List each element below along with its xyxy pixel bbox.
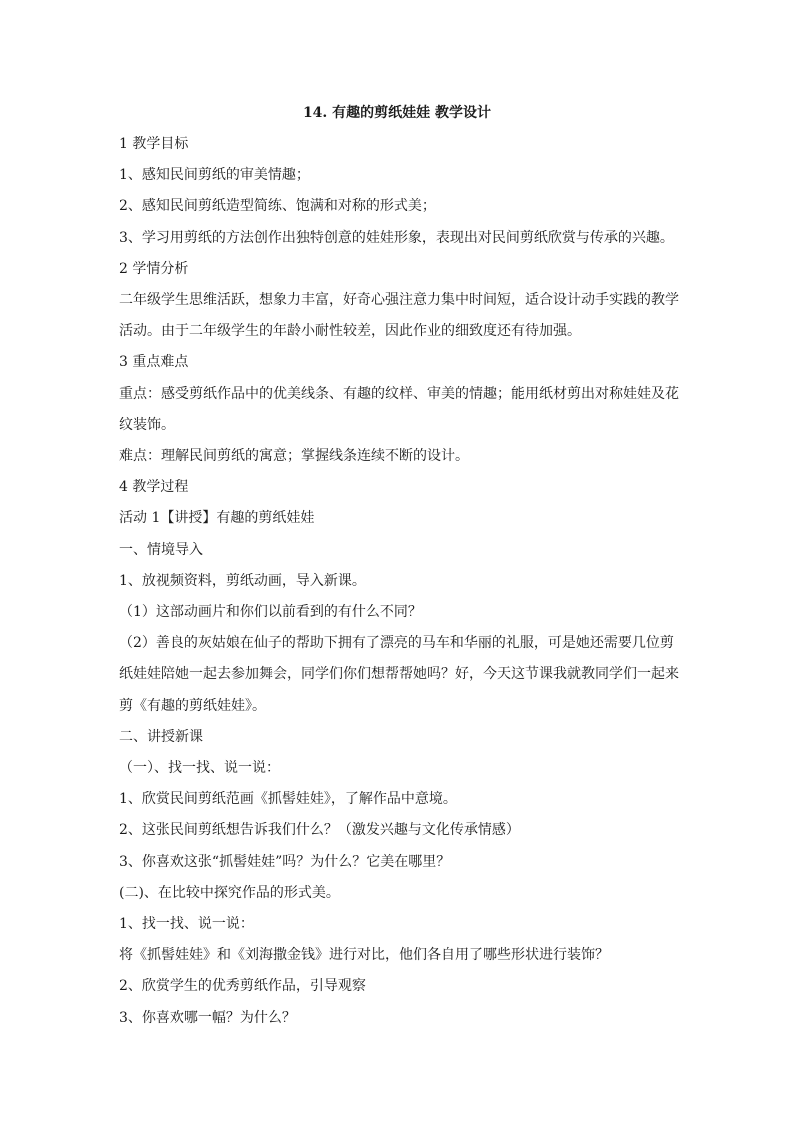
paragraph-line: 2、感知民间剪纸造型简练、饱满和对称的形式美； xyxy=(119,198,436,214)
paragraph-line: 一、情境导入 xyxy=(119,542,203,558)
paragraph-line: 3、学习用剪纸的方法创作出独特创意的娃娃形象，表现出对民间剪纸欣赏与传承的兴趣。 xyxy=(119,230,674,246)
paragraph-line: 3、你喜欢哪一幅？为什么？ xyxy=(119,1010,296,1026)
section-heading-key-points: 3 重点难点 xyxy=(119,354,189,370)
section-heading-process: 4 教学过程 xyxy=(119,479,189,495)
paragraph-line: （1）这部动画片和你们以前看到的有什么不同？ xyxy=(119,604,422,620)
paragraph-line: 1、放视频资料，剪纸动画，导入新课。 xyxy=(119,573,366,589)
paragraph-line: 1、欣赏民间剪纸范画《抓髻娃娃》，了解作品中意境。 xyxy=(119,791,457,807)
paragraph-line: （2）善良的灰姑娘在仙子的帮助下拥有了漂亮的马车和华丽的礼服，可是她还需要几位剪 xyxy=(119,635,674,651)
paragraph-line: 活动。由于二年级学生的年龄小耐性较差，因此作业的细致度还有待加强。 xyxy=(119,323,581,339)
paragraph-line: 重点：感受剪纸作品中的优美线条、有趣的纹样、审美的情趣；能用纸材剪出对称娃娃及花 xyxy=(119,386,679,402)
paragraph-line: 二年级学生思维活跃，想象力丰富，好奇心强注意力集中时间短，适合设计动手实践的教学 xyxy=(119,292,679,308)
section-heading-objectives: 1 教学目标 xyxy=(119,136,189,152)
paragraph-line: 难点：理解民间剪纸的寓意；掌握线条连续不断的设计。 xyxy=(119,448,469,464)
paragraph-line: 1、感知民间剪纸的审美情趣； xyxy=(119,167,310,183)
paragraph-line: 剪《有趣的剪纸娃娃》。 xyxy=(119,698,266,714)
paragraph-line: 纸娃娃陪她一起去参加舞会，同学们你们想帮帮她吗？好，今天这节课我就教同学们一起来 xyxy=(119,666,679,682)
paragraph-line: 1、找一找、说一说： xyxy=(119,916,254,932)
document-title: 14. 有趣的剪纸娃娃 教学设计 xyxy=(302,105,492,121)
paragraph-line: 将《抓髻娃娃》和《刘海撒金钱》进行对比，他们各自用了哪些形状进行装饰？ xyxy=(119,947,609,963)
paragraph-line: 活动 1【讲授】有趣的剪纸娃娃 xyxy=(119,510,315,526)
paragraph-line: 2、这张民间剪纸想告诉我们什么？（激发兴趣与文化传承情感） xyxy=(119,822,520,838)
paragraph-line: 纹装饰。 xyxy=(119,417,175,433)
paragraph-line: （一）、找一找、说一说： xyxy=(119,760,280,776)
paragraph-line: 3、你喜欢这张“抓髻娃娃”吗？为什么？它美在哪里？ xyxy=(119,854,451,870)
paragraph-line: (二)、在比较中探究作品的形式美。 xyxy=(119,885,340,901)
paragraph-line: 二、讲授新课 xyxy=(119,729,203,745)
paragraph-line: 2、欣赏学生的优秀剪纸作品，引导观察 xyxy=(119,978,366,994)
section-heading-analysis: 2 学情分析 xyxy=(119,261,189,277)
